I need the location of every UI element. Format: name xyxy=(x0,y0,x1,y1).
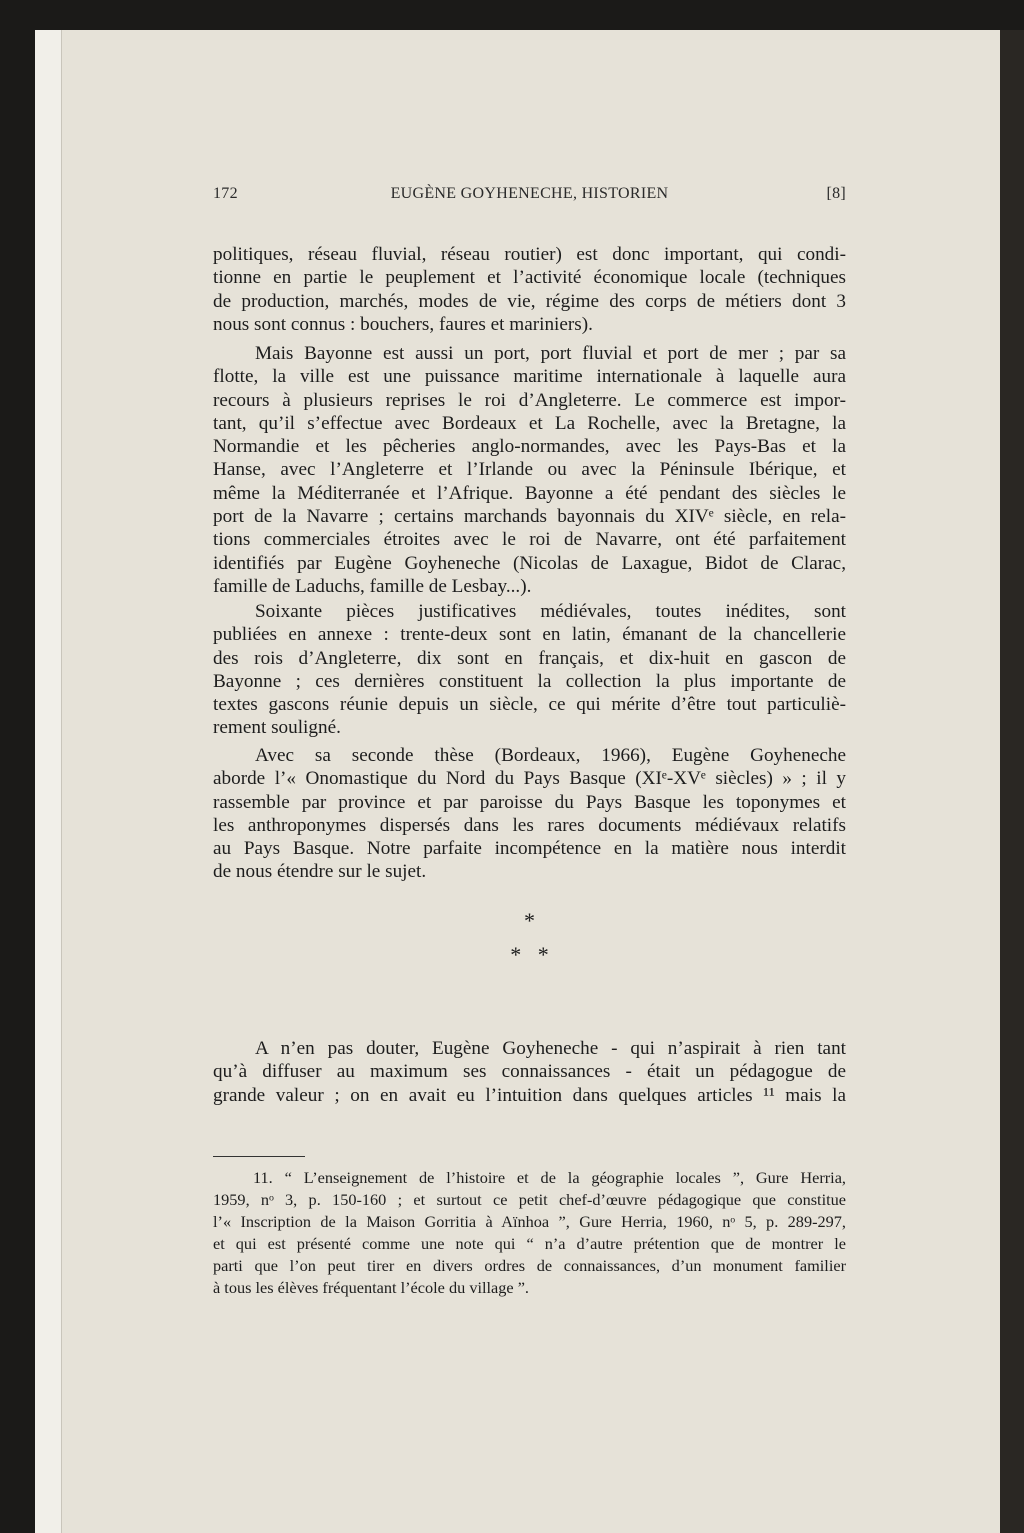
section-break-star: * xyxy=(524,908,535,933)
text-line: politiques, réseau fluvial, réseau routier) est donc important, qui condi- xyxy=(213,244,846,265)
running-title: EUGÈNE GOYHENECHE, HISTORIEN xyxy=(390,185,669,202)
text-line: même la Méditerranée et l’Afrique. Bayonne a été pendant des siècles le xyxy=(213,482,846,504)
text-line: identifiés par Eugène Goyheneche (Nicolas de Laxague, Bidot de Clarac, xyxy=(213,552,846,574)
text-line: grande valeur ; on en avait eu l’intuition dans quelques articles ¹¹ mais la xyxy=(213,1084,846,1106)
text-line: de nous étendre sur le sujet. xyxy=(213,861,427,883)
text-line: aborde l’« Onomastique du Nord du Pays Basque (XIᵉ-XVᵉ siècles) » ; il y xyxy=(213,768,846,790)
text-line: famille de Laduchs, famille de Lesbay...). xyxy=(213,575,532,597)
page-left-margin-strip xyxy=(35,30,62,1533)
text-line: Normandie et les pêcheries anglo-normandes, avec les Pays-Bas et la xyxy=(213,436,846,458)
text-line: des rois d’Angleterre, dix sont en français, et dix-huit en gascon de xyxy=(213,647,846,669)
text-line: au Pays Basque. Notre parfaite incompétence en la matière nous interdit xyxy=(213,838,846,860)
footnote-line: 11. “ L’enseignement de l’histoire et de la géographie locales ”, Gure Herria, xyxy=(253,1168,846,1187)
text-line: Avec sa seconde thèse (Bordeaux, 1966), Eugène Goyheneche xyxy=(255,745,846,766)
text-line: port de la Navarre ; certains marchands bayonnais du XIVᵉ siècle, en rela- xyxy=(213,506,846,528)
text-line: A n’en pas douter, Eugène Goyheneche - qui n’aspirait à rien tant xyxy=(255,1038,846,1059)
text-line: tionne en partie le peuplement et l’activité économique locale (techniques xyxy=(213,267,846,289)
text-line: tions commerciales étroites avec le roi de Navarre, ont été parfaitement xyxy=(213,529,846,551)
book-right-edge xyxy=(1000,30,1024,1533)
text-line: de production, marchés, modes de vie, régime des corps de métiers dont 3 xyxy=(213,290,846,312)
text-line: publiées en annexe : trente-deux sont en latin, émanant de la chancellerie xyxy=(213,624,846,646)
section-break-stars: * * xyxy=(510,942,549,967)
text-line: les anthroponymes dispersés dans les rares documents médiévaux relatifs xyxy=(213,814,846,836)
text-line: rement souligné. xyxy=(213,717,341,739)
text-line: nous sont connus : bouchers, faures et mariniers). xyxy=(213,313,593,335)
paragraph xyxy=(213,1037,846,1107)
text-line: textes gascons réunie depuis un siècle, ce qui mérite d’être tout particuliè- xyxy=(213,694,846,716)
text-line: Hanse, avec l’Angleterre et l’Irlande ou avec la Péninsule Ibérique, et xyxy=(213,459,846,481)
text-line: flotte, la ville est une puissance maritime internationale à laquelle aura xyxy=(213,366,846,388)
text-line: Soixante pièces justificatives médiévales, toutes inédites, sont xyxy=(255,601,846,622)
paragraph xyxy=(213,342,846,598)
text-line: Bayonne ; ces dernières constituent la collection la plus importante de xyxy=(213,670,846,692)
text-line: Mais Bayonne est aussi un port, port fluvial et port de mer ; par sa xyxy=(255,343,846,364)
footnote-rule xyxy=(213,1156,305,1157)
footnote-line: 1959, nᵒ 3, p. 150-160 ; et surtout ce petit chef-d’œuvre pédagogique que constitue xyxy=(213,1190,846,1209)
footnote-line: à tous les élèves fréquentant l’école du village ”. xyxy=(213,1278,529,1297)
footnote-line: et qui est présenté comme une note qui “ n’a d’autre prétention que de montrer le xyxy=(213,1234,846,1253)
text-line: qu’à diffuser au maximum ses connaissances - était un pédagogue de xyxy=(213,1061,846,1083)
footnote xyxy=(213,1167,846,1299)
paragraph xyxy=(213,600,846,740)
paragraph xyxy=(213,243,846,336)
page-number: 172 xyxy=(213,185,238,202)
footnote-line: l’« Inscription de la Maison Gorritia à Aïnhoa ”, Gure Herria, 1960, nᵒ 5, p. 289-297, xyxy=(213,1212,846,1231)
paragraph xyxy=(213,744,846,884)
section-number: [8] xyxy=(826,185,846,202)
text-line: tant, qu’il s’effectue avec Bordeaux et La Rochelle, avec la Bretagne, la xyxy=(213,412,846,434)
text-line: recours à plusieurs reprises le roi d’Angleterre. Le commerce est impor- xyxy=(213,389,846,411)
text-line: rassemble par province et par paroisse du Pays Basque les toponymes et xyxy=(213,791,846,813)
footnote-line: parti que l’on peut tirer en divers ordres de connaissances, d’un monument familier xyxy=(213,1256,846,1275)
